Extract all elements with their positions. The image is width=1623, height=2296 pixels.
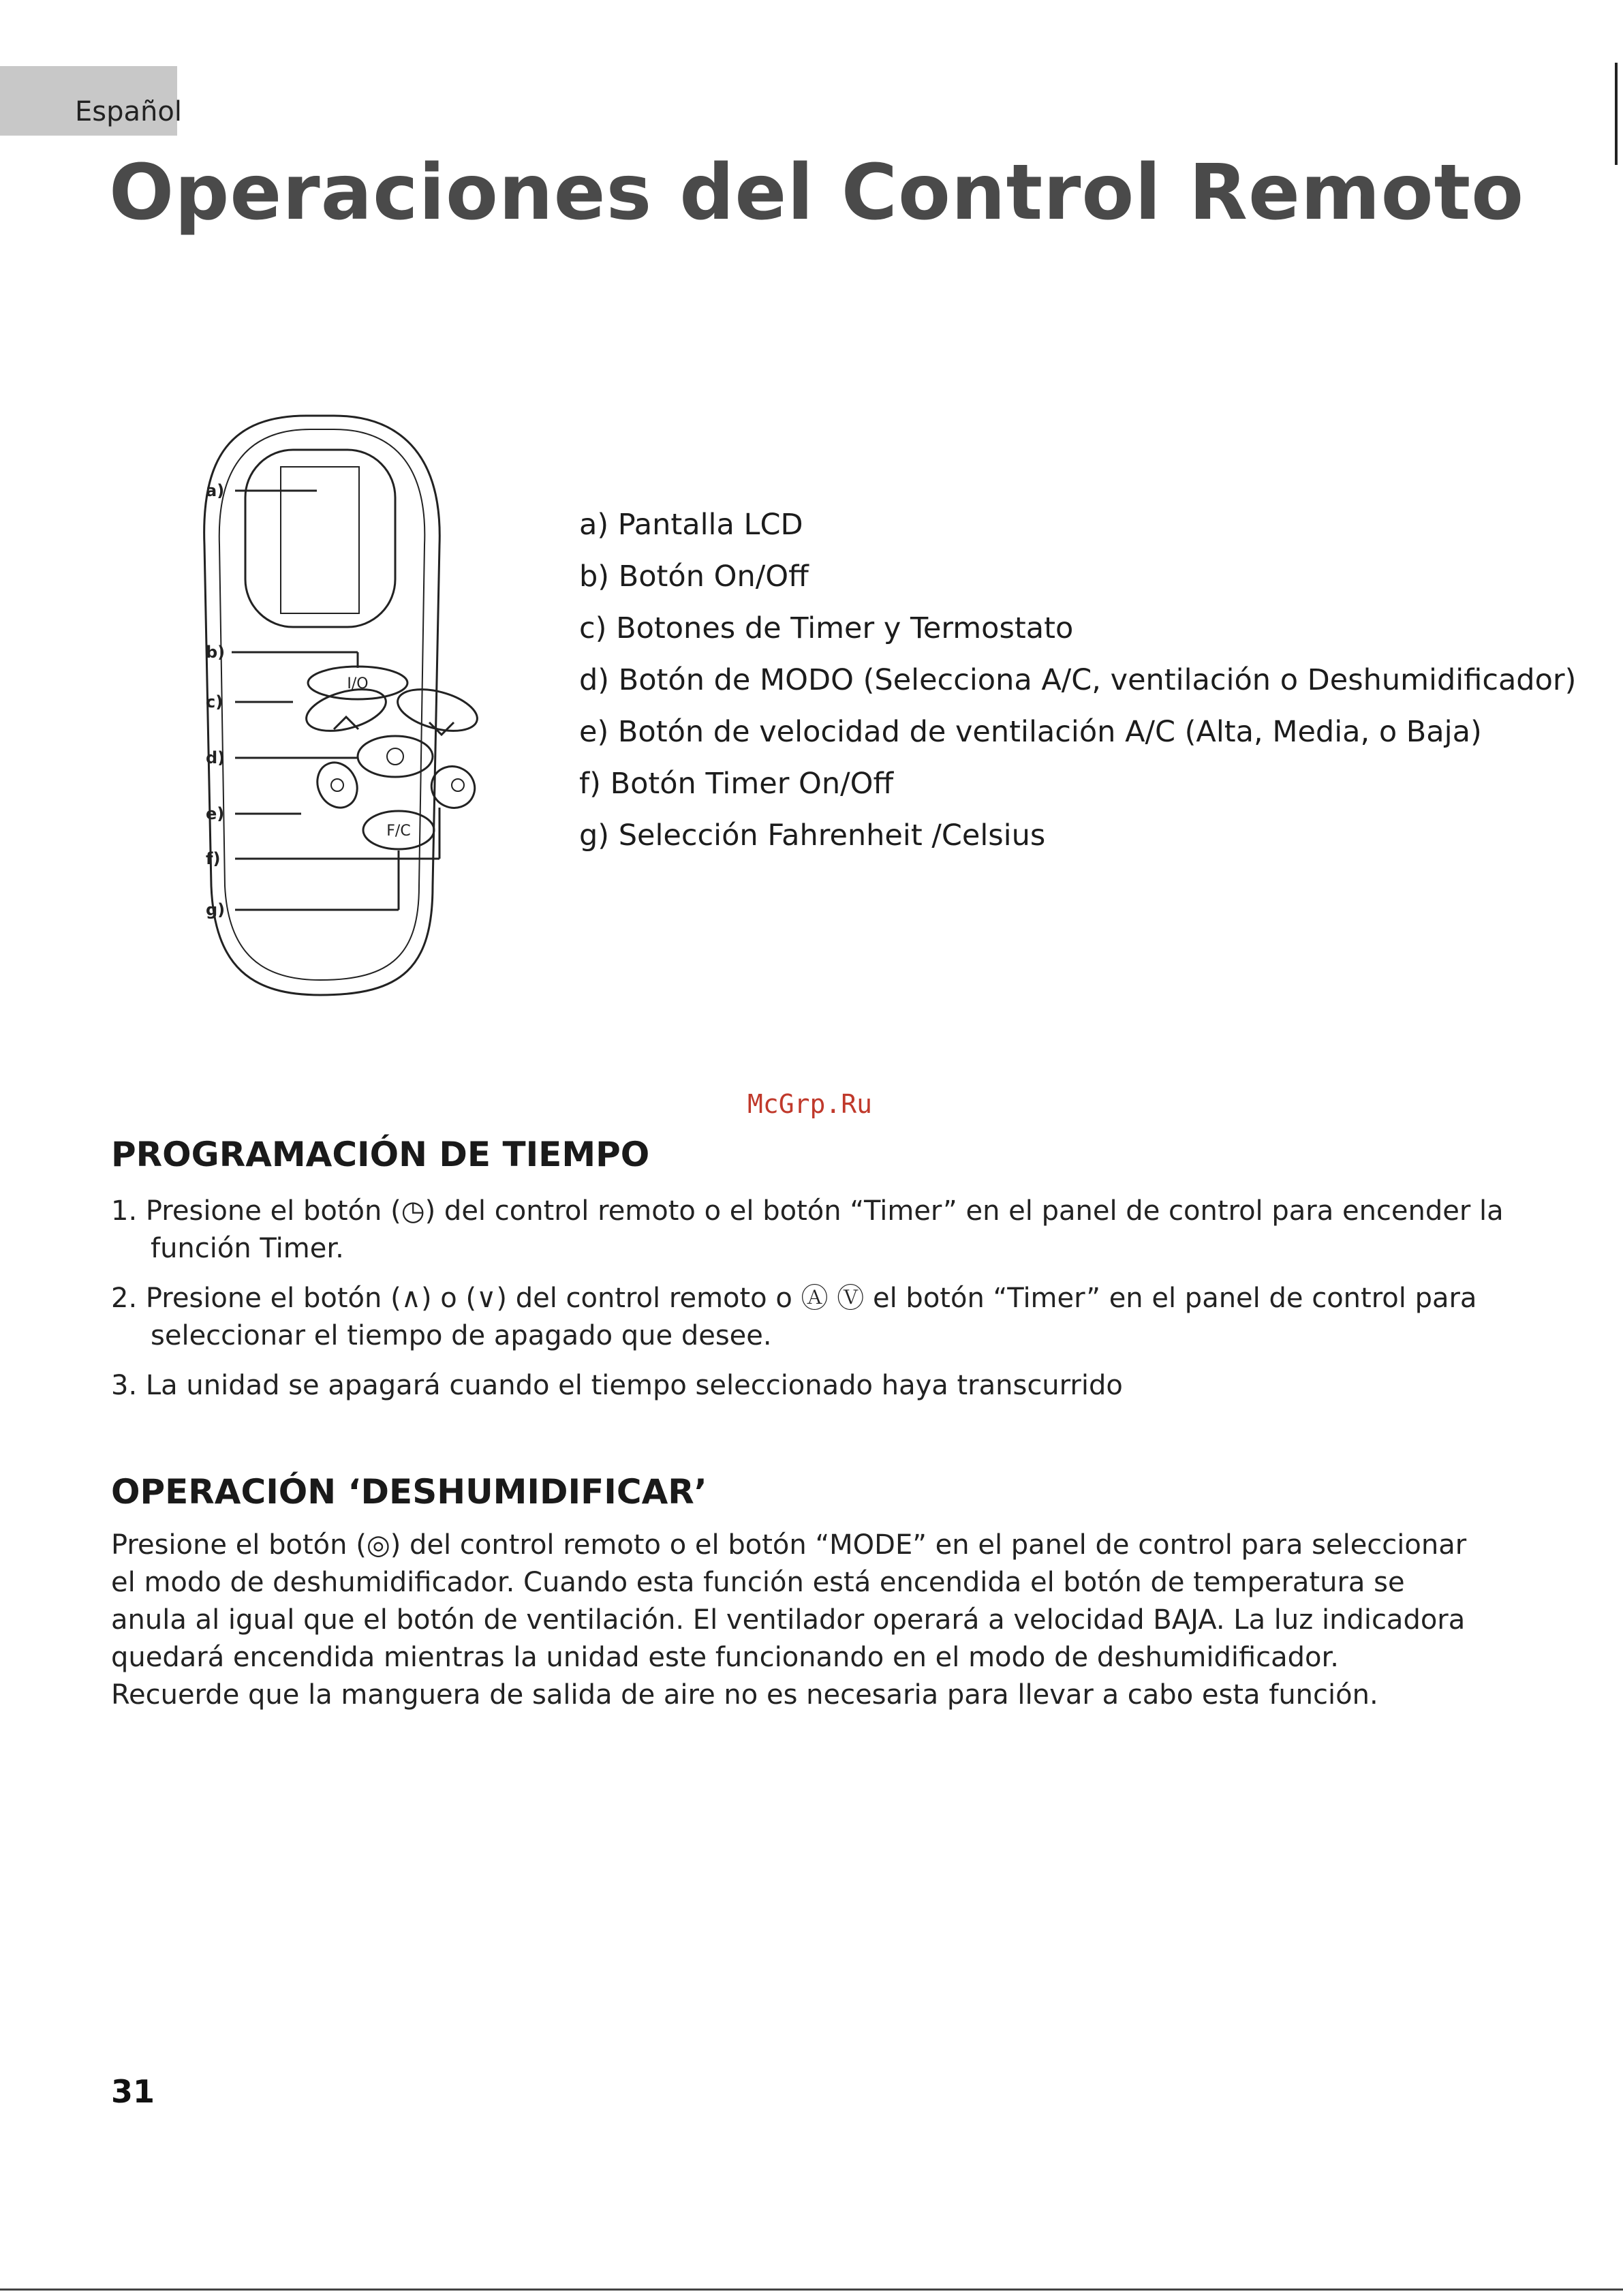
dehumidify-paragraph: Presione el botón (◎) del control remoto o el botón “MODE” en el panel de control para seleccionar el modo de deshumidificador. Cuando esta función está encendida el botón de temperatura se anula al igual que el botón de ventilación. El ventilador operará a velocidad BAJA. La luz indicadora quedará encendida mientras la unidad este funcionando en el modo de deshumidificador. Recuerde que la manguera de salida de aire no es necesaria para llevar a cabo esta función. xyxy=(111,1529,1467,1711)
bottom-rule xyxy=(0,2289,1623,2291)
legend-item: d) Botón de MODO (Selecciona A/C, ventilación o Deshumidificador) xyxy=(579,663,1577,697)
callout-f: f) xyxy=(206,849,221,868)
page-title: Operaciones del Control Remoto xyxy=(109,149,1525,237)
remote-control-illustration xyxy=(198,409,525,1009)
timer-section-heading: PROGRAMACIÓN DE TIEMPO xyxy=(111,1135,650,1174)
fc-button-label: F/C xyxy=(386,823,411,840)
legend-item: b) Botón On/Off xyxy=(579,560,809,594)
clock-icon xyxy=(452,779,464,791)
edge-rule xyxy=(1615,63,1618,165)
fan-speed-button xyxy=(310,756,364,814)
language-tab: Español xyxy=(0,66,177,136)
timer-step: 2. Presione el botón (∧) o (∨) del control remoto o Ⓐ Ⓥ el botón “Timer” en el panel de control para seleccionar el tiempo de apagado que desee. xyxy=(111,1283,1477,1351)
timer-onoff-button xyxy=(424,759,481,814)
callout-e: e) xyxy=(206,804,225,823)
remote-legend xyxy=(579,499,1576,861)
timer-steps xyxy=(111,1193,1515,1417)
timer-step: 3. La unidad se apagará cuando el tiempo seleccionado haya transcurrido xyxy=(111,1370,1123,1401)
onoff-button-label: I/O xyxy=(347,675,369,692)
watermark: McGrp.Ru xyxy=(747,1089,873,1119)
mode-icon xyxy=(387,748,403,765)
remote-body-outline xyxy=(204,416,440,995)
callout-a: a) xyxy=(206,481,225,500)
fan-icon xyxy=(331,779,343,791)
callout-d: d) xyxy=(206,748,226,767)
callout-b: b) xyxy=(206,643,226,662)
dehumidify-section-heading: OPERACIÓN ‘DESHUMIDIFICAR’ xyxy=(111,1472,707,1512)
legend-item: f) Botón Timer On/Off xyxy=(579,767,894,801)
legend-item: c) Botones de Timer y Termostato xyxy=(579,611,1074,645)
legend-item: a) Pantalla LCD xyxy=(579,508,803,542)
legend-item: e) Botón de velocidad de ventilación A/C (Alta, Media, o Baja) xyxy=(579,715,1482,749)
legend-item: g) Selección Fahrenheit /Celsius xyxy=(579,818,1046,853)
callout-g: g) xyxy=(206,900,226,919)
lcd-frame xyxy=(245,450,395,627)
page-number: 31 xyxy=(111,2073,155,2110)
lcd-screen xyxy=(281,467,359,613)
remote-body-inner-outline xyxy=(219,429,425,980)
callout-c: c) xyxy=(206,692,223,711)
timer-step: 1. Presione el botón (◷) del control remoto o el botón “Timer” en el panel de control para encender la función Timer. xyxy=(111,1195,1504,1264)
